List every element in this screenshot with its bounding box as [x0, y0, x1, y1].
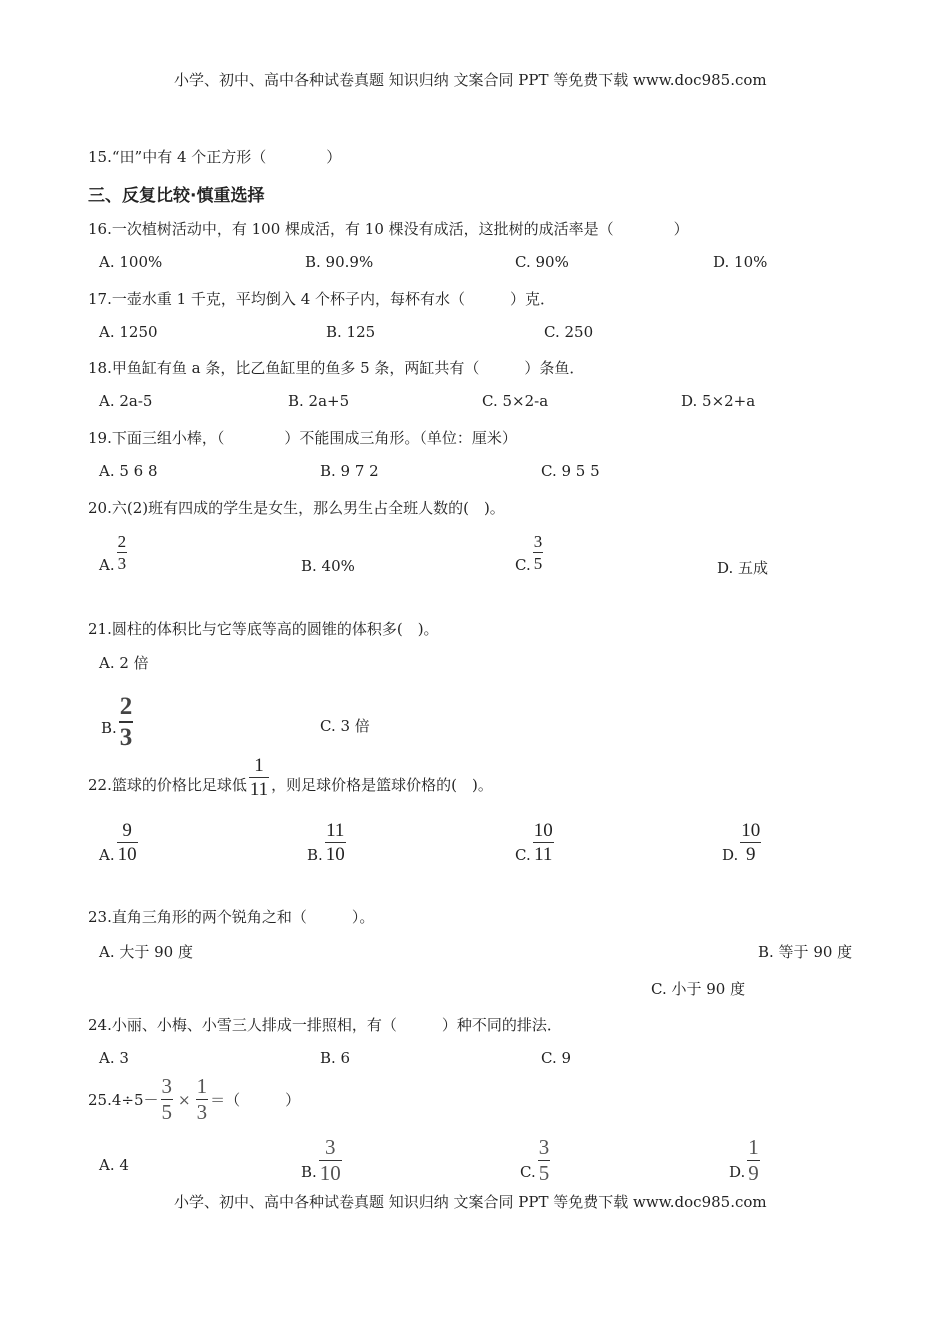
q18-option-a[interactable]: A. 2a-5	[99, 392, 153, 410]
fraction-bar	[740, 842, 761, 843]
fraction-bar	[533, 842, 554, 843]
fraction	[325, 821, 346, 864]
fraction-bar	[117, 842, 138, 843]
q23-option-b[interactable]: B. 等于 90 度	[758, 943, 853, 961]
q25-option-a[interactable]: A. 4	[99, 1156, 129, 1174]
question-19: 19.下面三组小棒，（ ）不能围成三角形。（单位：厘米）	[88, 429, 517, 447]
q17-option-a[interactable]: A. 1250	[99, 323, 158, 341]
fraction	[196, 1076, 209, 1123]
q20-option-c[interactable]	[515, 530, 545, 574]
denominator: 9	[748, 1161, 759, 1185]
numerator: 2	[117, 531, 127, 551]
q22-option-b[interactable]	[307, 821, 348, 864]
denominator: 3	[117, 553, 127, 573]
q24-option-c[interactable]: C. 9	[541, 1049, 572, 1067]
fraction-bar	[119, 721, 134, 723]
numerator: 10	[533, 820, 553, 841]
numerator: 11	[326, 820, 345, 841]
denominator: 3	[196, 1100, 208, 1124]
option-label: A.	[99, 845, 115, 864]
numerator: 9	[122, 820, 132, 841]
option-label: B.	[101, 719, 117, 737]
question-16: 16.一次植树活动中，有 100 棵成活，有 10 棵没有成活，这批树的成活率是（ ）	[88, 220, 689, 238]
denominator: 11	[249, 779, 269, 800]
option-label: B.	[301, 1162, 317, 1181]
denominator: 3	[119, 724, 133, 751]
question-18: 18.甲鱼缸有鱼 a 条，比乙鱼缸里的鱼多 5 条，两缸共有（ ）条鱼．	[88, 359, 585, 377]
denominator: 9	[746, 844, 756, 865]
q23-option-c[interactable]: C. 小于 90 度	[651, 980, 746, 998]
denominator: 10	[325, 844, 345, 865]
q25-option-d[interactable]	[729, 1137, 762, 1184]
denominator: 5	[538, 1161, 550, 1185]
numerator: 3	[533, 531, 543, 551]
denominator: 5	[161, 1100, 173, 1124]
question-21: 21.圆柱的体积比与它等底等高的圆锥的体积多( )。	[88, 620, 439, 638]
fraction	[249, 756, 269, 799]
question-25	[88, 1076, 300, 1123]
fraction	[533, 533, 544, 572]
q21-option-a[interactable]: A. 2 倍	[99, 654, 149, 672]
q18-option-b[interactable]: B. 2a+5	[288, 392, 350, 410]
fraction	[319, 1137, 342, 1184]
q19-option-b[interactable]: B. 9 7 2	[320, 462, 379, 480]
denominator: 5	[533, 553, 543, 573]
page-header: 小学、初中、高中各种试卷真题 知识归纳 文案合同 PPT 等免费下载 www.doc985.com	[174, 71, 767, 89]
q22-option-a[interactable]	[99, 821, 140, 864]
question-23: 23.直角三角形的两个锐角之和（ ）。	[88, 908, 375, 926]
fraction	[747, 1137, 760, 1184]
numerator: 3	[161, 1074, 173, 1098]
question-text-pre: 25.4÷5－	[88, 1091, 159, 1109]
fraction	[161, 1076, 174, 1123]
q21-option-c[interactable]: C. 3 倍	[320, 717, 370, 735]
q25-option-b[interactable]	[301, 1137, 344, 1184]
q20-option-a[interactable]	[99, 530, 129, 574]
numerator: 3	[538, 1135, 550, 1159]
question-text-pre: 22.篮球的价格比足球低	[88, 776, 247, 794]
fraction	[538, 1137, 551, 1184]
q23-option-a[interactable]: A. 大于 90 度	[99, 943, 193, 961]
fraction	[119, 694, 134, 750]
q21-option-b[interactable]	[101, 694, 135, 750]
fraction-bar	[117, 552, 128, 553]
fraction	[117, 533, 128, 572]
q25-option-c[interactable]	[520, 1137, 552, 1184]
q17-option-b[interactable]: B. 125	[326, 323, 376, 341]
option-label: C.	[515, 556, 531, 574]
fraction	[533, 821, 554, 864]
numerator: 3	[325, 1135, 336, 1159]
q22-option-d[interactable]	[722, 821, 763, 864]
option-label: C.	[520, 1162, 536, 1181]
option-label: A.	[99, 556, 115, 574]
question-text-post: ＝（ ）	[210, 1091, 301, 1109]
q24-option-b[interactable]: B. 6	[320, 1049, 351, 1067]
times-sign: ×	[178, 1090, 191, 1109]
q19-option-c[interactable]: C. 9 5 5	[541, 462, 600, 480]
q16-option-b[interactable]: B. 90.9%	[305, 253, 374, 271]
denominator: 11	[534, 844, 553, 865]
option-label: D.	[729, 1162, 746, 1181]
numerator: 1	[196, 1074, 208, 1098]
q18-option-d[interactable]: D. 5×2+a	[681, 392, 756, 410]
question-24: 24.小丽、小梅、小雪三人排成一排照相，有（ ）种不同的排法．	[88, 1016, 562, 1034]
fraction-bar	[533, 552, 544, 553]
option-label: D.	[722, 845, 739, 864]
q18-option-c[interactable]: C. 5×2-a	[482, 392, 549, 410]
fraction-bar	[249, 777, 269, 778]
fraction	[740, 821, 761, 864]
section-title: 三、反复比较·慎重选择	[88, 186, 265, 206]
numerator: 10	[741, 820, 761, 841]
question-15: 15.“田”中有 4 个正方形（ ）	[88, 148, 342, 166]
denominator: 10	[117, 844, 137, 865]
q20-option-d[interactable]: D. 五成	[717, 559, 769, 577]
q19-option-a[interactable]: A. 5 6 8	[99, 462, 158, 480]
q24-option-a[interactable]: A. 3	[99, 1049, 129, 1067]
fraction	[117, 821, 138, 864]
q20-option-b[interactable]: B. 40%	[301, 557, 355, 575]
numerator: 1	[748, 1135, 759, 1159]
option-label: C.	[515, 845, 531, 864]
page-footer: 小学、初中、高中各种试卷真题 知识归纳 文案合同 PPT 等免费下载 www.doc985.com	[174, 1193, 767, 1211]
question-17: 17.一壶水重 1 千克，平均倒入 4 个杯子内，每杯有水（ ）克．	[88, 290, 556, 308]
fraction-bar	[325, 842, 346, 843]
q16-option-c[interactable]: C. 90%	[515, 253, 569, 271]
q17-option-c[interactable]: C. 250	[544, 323, 594, 341]
q16-option-d[interactable]: D. 10%	[713, 253, 768, 271]
question-22	[88, 756, 493, 799]
denominator: 10	[319, 1161, 341, 1185]
question-text-post: ，则足球价格是篮球价格的( )。	[271, 776, 493, 794]
question-20: 20.六(2)班有四成的学生是女生，那么男生占全班人数的( )。	[88, 499, 505, 517]
q22-option-c[interactable]	[515, 821, 556, 864]
numerator: 2	[119, 693, 133, 720]
option-label: B.	[307, 845, 323, 864]
q16-option-a[interactable]: A. 100%	[99, 253, 163, 271]
numerator: 1	[254, 755, 264, 776]
